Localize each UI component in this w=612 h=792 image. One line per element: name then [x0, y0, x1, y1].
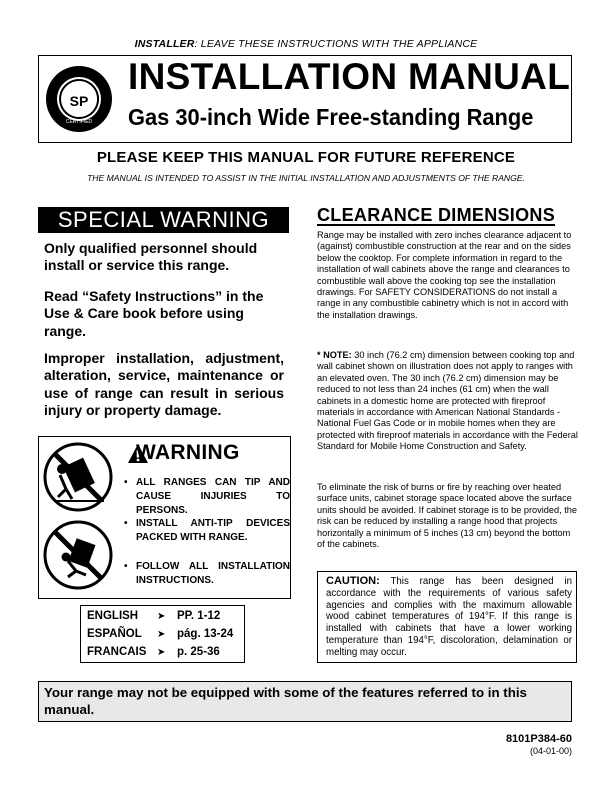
bullet-dot: • [124, 518, 128, 529]
svg-text:SP: SP [69, 93, 89, 109]
bullet-dot: • [124, 477, 128, 488]
caution-body: This range has been designed in accordance with the requirements of various safety agencies and complies with the maximum allowable wood cabinet temperatures of 194°F. If this range is installed with cabinets that have a lower working temperature than 194°F, discoloration, delamination or melting may occur. [326, 576, 572, 658]
keep-notice: PLEASE KEEP THIS MANUAL FOR FUTURE REFERENCE [96, 149, 516, 166]
language-francais: FRANCAIS [87, 646, 147, 658]
document-date: (04-01-00) [529, 746, 572, 756]
bullet-dot: • [124, 561, 128, 572]
language-english: ENGLISH [87, 610, 139, 622]
warning-bullet-2-text: INSTALL ANTI-TIP DEVICES PACKED WITH RANGE. [136, 518, 290, 543]
language-espanol: ESPAÑOL [87, 628, 142, 640]
special-warning-para-1: Only qualified personnel should install or service this range. [44, 240, 258, 274]
features-note: Your range may not be equipped with some of the features referred to in this manual. [44, 685, 527, 717]
installer-note-text: : LEAVE THESE INSTRUCTIONS WITH THE APPLIANCE [194, 38, 478, 50]
language-espanol-pages: pág. 13-24 [177, 628, 234, 640]
pointer-icon: ➤ [157, 647, 166, 658]
caution-text [326, 576, 572, 659]
warning-bullet-3 [124, 560, 290, 588]
clearance-para-3: To eliminate the risk of burns or fire by reaching over heated surface units, cabinet storage space located above the surface units should be avoided. If cabinet storage is to be provided, the risk can be reduced by installing a range hood that projects horizontally a minimum of 5 inches (13 cm) beyond the bottom of the cabinets. [317, 482, 577, 550]
no-tip-over-icon [42, 441, 114, 513]
special-warning-para-3: Improper installation, adjustment, alteration, service, maintenance or use of range can result in serious injury or property damage. [44, 350, 284, 418]
clearance-heading: CLEARANCE DIMENSIONS [317, 205, 556, 225]
no-climbing-on-door-icon [42, 519, 114, 591]
warning-bullet-1-text: ALL RANGES CAN TIP AND CAUSE INJURIES TO PERSONS. [136, 477, 290, 516]
document-number: 8101P384-60 [505, 733, 572, 745]
pointer-icon: ➤ [157, 611, 166, 622]
clearance-note [317, 350, 579, 453]
warning-bullet-3-text: FOLLOW ALL INSTALLATION INSTRUCTIONS. [136, 561, 290, 586]
note-text: 30 inch (76.2 cm) dimension between cooking top and wall cabinet shown on illustration does not apply to ranges with an elevated oven. The 30 inch (76.2 cm) dimension may be reduced to not less than 24 inches (61 cm) when the wall cabinets in a domestic home are protected with fireproof materials in accordance with American National Standards - National Fuel Gas Code or in mobile homes when they are protected with fireproof materials in accordance with the Federal Standard for Mobile Home Construction and Safety. [317, 350, 578, 452]
language-english-pages: PP. 1-12 [177, 610, 221, 622]
warning-bullet-1 [124, 476, 290, 517]
special-warning-para-2: Read “Safety Instructions” in the Use & Care book before using range. [44, 288, 264, 339]
csa-certified-logo [44, 62, 114, 136]
caution-label: CAUTION: [326, 575, 380, 587]
manual-subtitle: Gas 30-inch Wide Free-standing Range [128, 104, 534, 130]
intended-notice: THE MANUAL IS INTENDED TO ASSIST IN THE INITIAL INSTALLATION AND ADJUSTMENTS OF THE RANGE. [87, 173, 525, 183]
installer-note [0, 38, 612, 50]
logo-text: CERTIFIED [65, 119, 93, 125]
language-francais-pages: p. 25-36 [177, 646, 220, 658]
manual-title: INSTALLATION MANUAL [128, 56, 571, 97]
note-label: * NOTE: [317, 350, 352, 360]
installer-label: INSTALLER [134, 38, 195, 50]
pointer-icon: ➤ [157, 629, 166, 640]
warning-bullet-2 [124, 517, 290, 545]
special-warning-heading: SPECIAL WARNING [38, 207, 289, 233]
clearance-para-1: Range may be installed with zero inches clearance adjacent to (against) combustible construction at the rear and on the sides below the cooktop. For complete information in regard to the installation of wall cabinets above the range and clearances to combustible wall above the cooking top see the installation drawings. For SAFETY CONSIDERATIONS do not install a range in any combustible cabinetry which is not in accord with the installation drawings. [317, 230, 572, 320]
warning-heading: WARNING [136, 441, 240, 464]
